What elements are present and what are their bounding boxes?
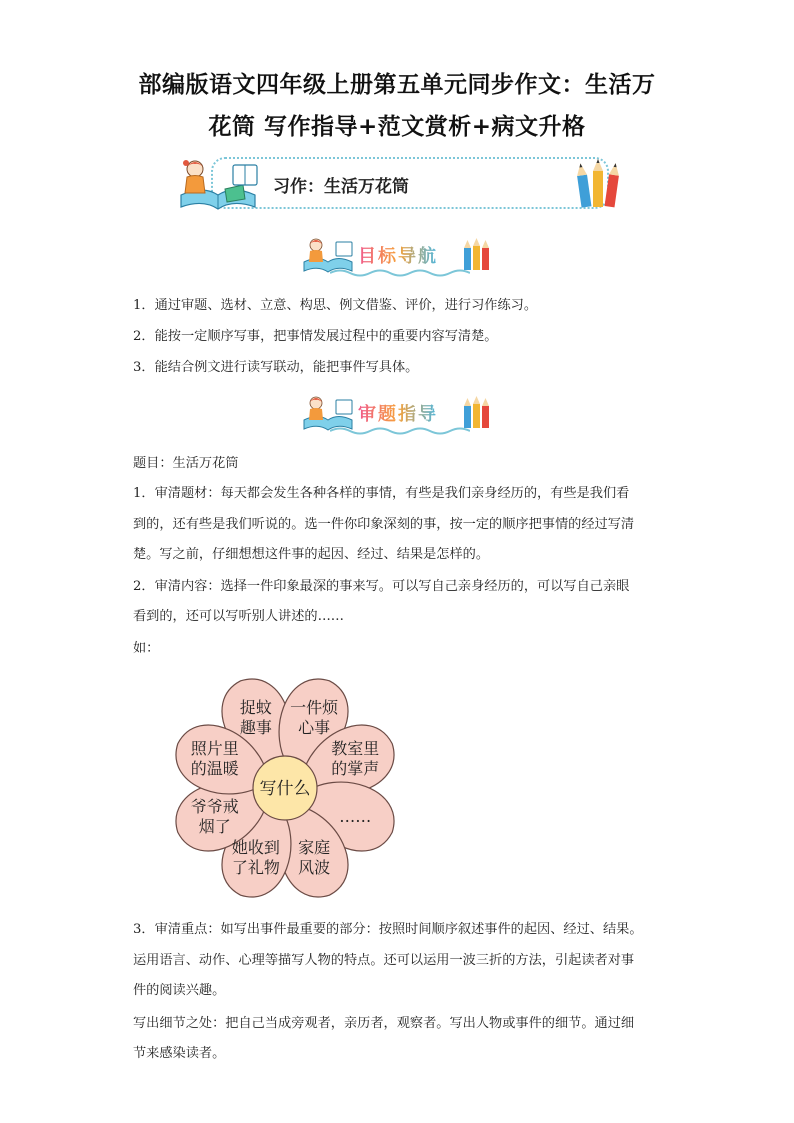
- document-title-line2: 花筒 写作指导+范文赏析+病文升格: [208, 114, 586, 140]
- detail-line: 节来感染读者。: [133, 1046, 226, 1061]
- point2-line: 2．审清内容：选择一件印象最深的事来写。可以写自己亲身经历的，可以写自己亲眼: [133, 579, 630, 594]
- pencils-icon: [462, 396, 492, 430]
- petal-label: 家庭风波: [298, 838, 331, 878]
- topic-line: 题目：生活万花筒: [133, 456, 239, 471]
- detail-line: 写出细节之处：把自己当成旁观者，亲历者，观察者。写出人物或事件的细节。通过细: [133, 1016, 635, 1031]
- point1-line: 1．审清题材：每天都会发生各种各样的事情，有些是我们亲身经历的，有些是我们看: [133, 486, 630, 501]
- section-title-guide: 审题指导: [358, 400, 438, 426]
- petal-label: ……: [339, 807, 372, 827]
- wave-decoration: [330, 268, 470, 278]
- topic-banner: [173, 155, 628, 215]
- reading-child-icon: [173, 155, 263, 215]
- goal-item-3: 3．能结合例文进行读写联动，能把事件写具体。: [133, 360, 419, 375]
- flower-diagram: [160, 668, 410, 908]
- flower-center-label: 写什么: [259, 779, 311, 799]
- example-label: 如：: [133, 641, 160, 656]
- point3-line: 运用语言、动作、心理等描写人物的特点。还可以运用一波三折的方法，引起读者对事: [133, 953, 635, 968]
- petal-label: 捉蚊趣事: [239, 697, 272, 737]
- petal-label: 一件烦心事: [290, 697, 339, 737]
- section-heading-goals: [300, 236, 500, 280]
- pencils-icon: [575, 159, 623, 211]
- section-heading-guide: [300, 394, 500, 438]
- document-title-line1: 部编版语文四年级上册第五单元同步作文：生活万: [138, 72, 656, 98]
- point2-line: 看到的，还可以写听别人讲述的……: [133, 609, 344, 624]
- goal-item-1: 1．通过审题、选材、立意、构思、例文借鉴、评价，进行习作练习。: [133, 298, 538, 313]
- pencils-icon: [462, 238, 492, 272]
- point3-line: 件的阅读兴趣。: [133, 983, 226, 998]
- point1-line: 楚。写之前，仔细想想这件事的起因、经过、结果是怎样的。: [133, 547, 490, 562]
- point1-line: 到的，还有些是我们听说的。选一件你印象深刻的事，按一定的顺序把事情的经过写清: [133, 517, 635, 532]
- goal-item-2: 2．能按一定顺序写事，把事情发展过程中的重要内容写清楚。: [133, 329, 498, 344]
- point3-line: 3．审清重点：如写出事件最重要的部分：按照时间顺序叙述事件的起因、经过、结果。: [133, 922, 643, 937]
- petal-label: 教室里的掌声: [331, 738, 380, 778]
- petal-label: 爷爷戒烟了: [190, 797, 239, 837]
- section-title-goals: 目标导航: [358, 242, 438, 268]
- banner-frame: [211, 157, 609, 209]
- petal-label: 照片里的温暖: [190, 738, 239, 778]
- banner-title: 习作：生活万花筒: [273, 177, 409, 197]
- wave-decoration: [330, 426, 470, 436]
- petal-label: 她收到了礼物: [231, 838, 280, 878]
